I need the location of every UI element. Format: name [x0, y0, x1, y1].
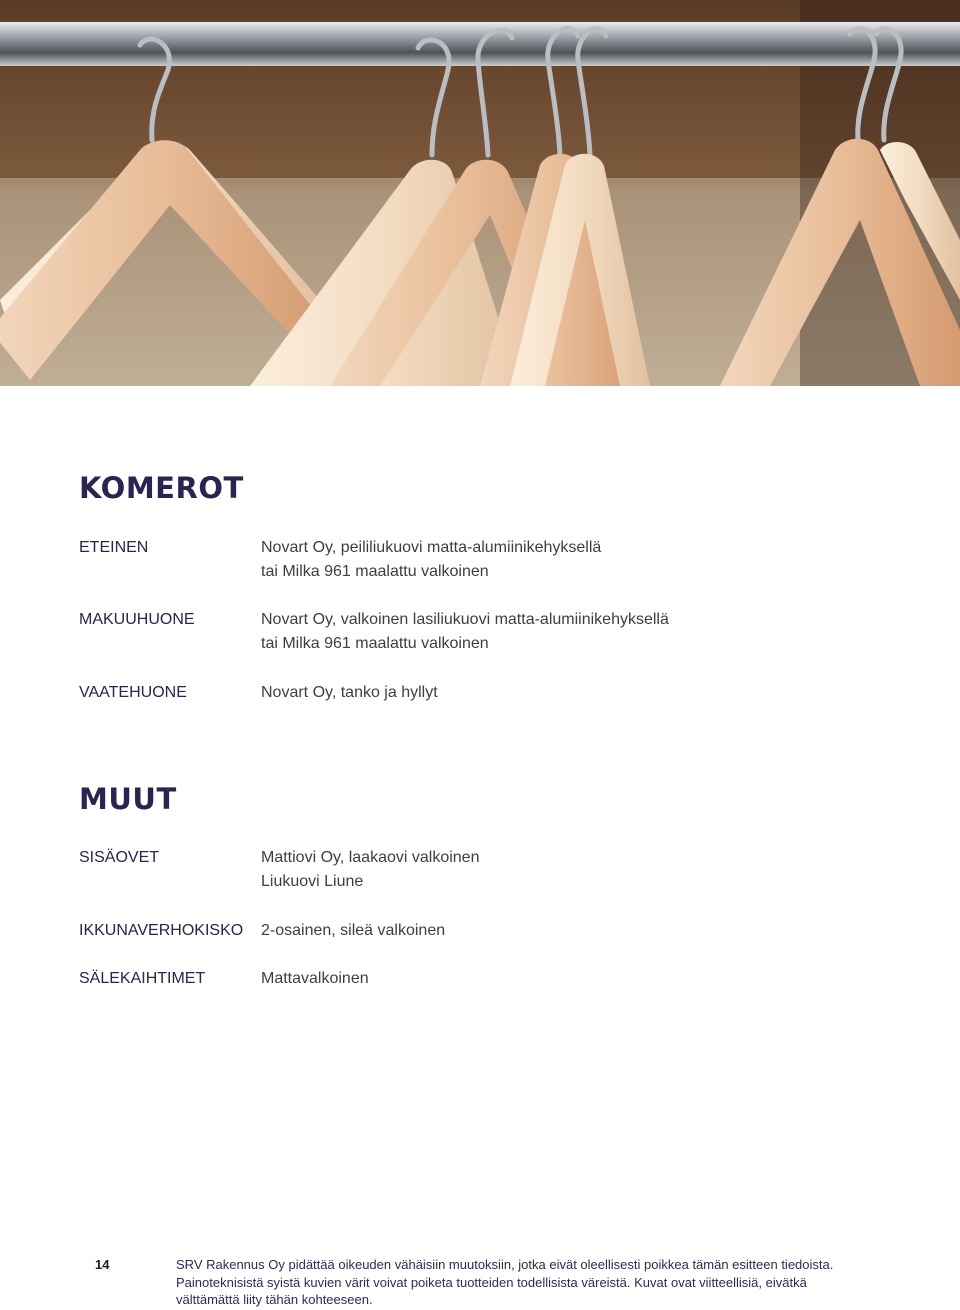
spec-value	[261, 536, 601, 584]
disclaimer-line: välttämättä liity tähän kohteeseen.	[176, 1292, 373, 1307]
spec-value	[261, 967, 369, 991]
spec-label: MAKUUHUONE	[79, 611, 195, 628]
spec-label: ETEINEN	[79, 539, 149, 556]
spec-value-line: Novart Oy, tanko ja hyllyt	[261, 684, 438, 701]
spec-label: SÄLEKAIHTIMET	[79, 970, 206, 987]
spec-value	[261, 608, 669, 656]
spec-value-line: Mattavalkoinen	[261, 970, 369, 987]
spec-value-line: 2-osainen, sileä valkoinen	[261, 922, 446, 939]
spec-value	[261, 681, 438, 705]
spec-label: VAATEHUONE	[79, 684, 187, 701]
disclaimer-line: SRV Rakennus Oy pidättää oikeuden vähäisiin muutoksiin, jotka eivät oleellisesti poikkea tämän esitteen tiedoista.	[176, 1257, 834, 1272]
disclaimer-line: Painoteknisistä syistä kuvien värit voivat poiketa tuotteiden todellisista väreistä. Kuvat ovat viitteellisiä, eivätkä	[176, 1274, 807, 1290]
page-number: 14	[95, 1257, 110, 1272]
hero-photo-hangers	[0, 0, 960, 386]
footer-disclaimer	[176, 1256, 876, 1309]
spec-value	[261, 846, 479, 894]
spec-value-line: Mattiovi Oy, laakaovi valkoinen	[261, 849, 480, 866]
section-heading-muut: MUUT	[79, 782, 177, 816]
spec-value-line: Novart Oy, valkoinen lasiliukuovi matta-alumiinikehyksellä	[261, 611, 669, 628]
spec-value	[261, 919, 445, 943]
spec-value-line: tai Milka 961 maalattu valkoinen	[261, 635, 489, 652]
spec-label: SISÄOVET	[79, 849, 160, 866]
spec-label: IKKUNAVERHOKISKO	[79, 922, 244, 939]
section-heading-komerot: KOMEROT	[79, 471, 244, 505]
spec-value-line: tai Milka 961 maalattu valkoinen	[261, 563, 489, 580]
spec-value-line: Novart Oy, peililiukuovi matta-alumiinikehyksellä	[261, 539, 602, 556]
spec-value-line: Liukuovi Liune	[261, 873, 364, 890]
